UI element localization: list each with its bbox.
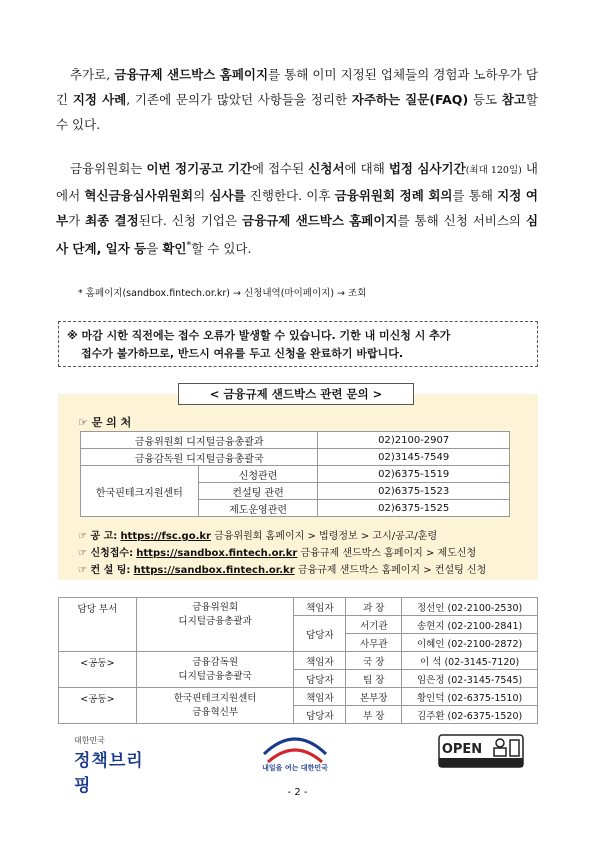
contact-dept: 신청관련 — [198, 466, 318, 483]
warning-line-2: 접수가 불가하므로, 반드시 여유를 두고 신청을 완료하기 바랍니다. — [81, 347, 404, 360]
contact-phone: 02)2100-2907 — [318, 432, 510, 449]
table-row: 담당자 부 장 김주환 (02-6375-1520) — [59, 706, 538, 724]
contact-org: 한국핀테크지원센터 — [81, 466, 199, 517]
contact-heading: ☞ 문 의 처 — [78, 416, 132, 429]
sandbox-apply-link[interactable]: https://sandbox.fintech.or.kr — [136, 548, 298, 559]
table-row: <공동> 금융감독원 디지털금융총괄국 책임자 국 장 이 석 (02-3145-7120) — [59, 652, 538, 670]
contact-phone: 02)3145-7549 — [318, 449, 510, 466]
link-row-apply: ☞ 신청접수: https://sandbox.fintech.or.kr 금융규제 샌드박스 홈페이지 > 제도신청 — [78, 548, 477, 559]
contact-table — [80, 431, 510, 517]
contact-links — [78, 528, 486, 579]
table-row: 담당자 서기관 송현지 (02-2100-2841) — [59, 616, 538, 634]
slogan-emblem-icon — [258, 732, 332, 772]
table-row — [81, 466, 510, 483]
svg-text:OPEN: OPEN — [441, 742, 483, 757]
table-row: 담당자 팀 장 임은정 (02-3145-7545) — [59, 670, 538, 688]
table-row: 사무관 이혜인 (02-2100-2872) — [59, 634, 538, 652]
warning-line-1: ※ 마감 시한 직전에는 접수 오류가 발생할 수 있습니다. 기한 내 미신청 시 추가 — [67, 329, 451, 342]
deadline-warning-box — [58, 321, 538, 367]
contact-org: 금융위원회 디지털금융총괄과 — [81, 432, 318, 449]
link-row-consulting: ☞ 컨 설 팅: https://sandbox.fintech.or.kr 금융규제 샌드박스 홈페이지 > 컨설팅 신청 — [78, 565, 487, 576]
contact-phone: 02)6375-1523 — [318, 483, 510, 500]
contact-dept: 컨설팅 관련 — [198, 483, 318, 500]
svg-text:내일을 여는 대한민국: 내일을 여는 대한민국 — [262, 764, 328, 772]
contact-box-title: < 금융규제 샌드박스 관련 문의 > — [178, 383, 414, 405]
paragraph-review-process: 금융위원회는 이번 정기공고 기간에 접수된 신청서에 대해 법정 심사기간(최대 120일) 내에서 혁신금융심사위원회의 심사를 진행한다. 이후 금융위원회 정례 회의를 통해 지정 여부가 최종 결정된다. 신청 기업은 금융규제 샌드박스 홈페이지를 통해 신청 서비스의 심사 단계, 일자 등을 확인*할 수 있다. — [56, 161, 539, 257]
contact-phone: 02)6375-1525 — [318, 500, 510, 517]
link-row-notice: ☞ 공 고: https://fsc.go.kr 금융위원회 홈페이지 > 법령정보 > 고시/공고/훈령 — [78, 531, 438, 542]
table-row: <공동> 한국핀테크지원센터 금융혁신부 책임자 본부장 황인덕 (02-6375-1510) — [59, 688, 538, 706]
table-row — [81, 449, 510, 466]
korea-slogan-logo — [258, 732, 332, 772]
fsc-link[interactable]: https://fsc.go.kr — [120, 531, 211, 542]
contact-phone: 02)6375-1519 — [318, 466, 510, 483]
department-table — [58, 597, 538, 724]
footnote: * 홈페이지(sandbox.fintech.or.kr) → 신청내역(마이페이지) → 조회 — [78, 288, 367, 299]
table-row: 담당 부서 금융위원회 디지털금융총괄과 책임자 과 장 정선인 (02-2100-2530) — [59, 598, 538, 616]
contact-dept: 제도운영관련 — [198, 500, 318, 517]
paragraph-faq: 추가로, 금융규제 샌드박스 홈페이지를 통해 이미 지정된 업체들의 경험과 노하우가 담긴 지정 사례, 기존에 문의가 많았던 사항들을 정리한 자주하는 질문(FAQ) 등도 참고할 수 있다. — [56, 67, 538, 132]
policy-briefing-logo: 대한민국 정책브리핑 — [74, 736, 144, 796]
open-license-icon — [438, 734, 524, 768]
open-license-logo — [438, 734, 524, 768]
table-row — [81, 432, 510, 449]
sandbox-consulting-link[interactable]: https://sandbox.fintech.or.kr — [133, 565, 295, 576]
contact-org: 금융감독원 디지털금융총괄국 — [81, 449, 318, 466]
page-number: - 2 - — [287, 787, 308, 798]
